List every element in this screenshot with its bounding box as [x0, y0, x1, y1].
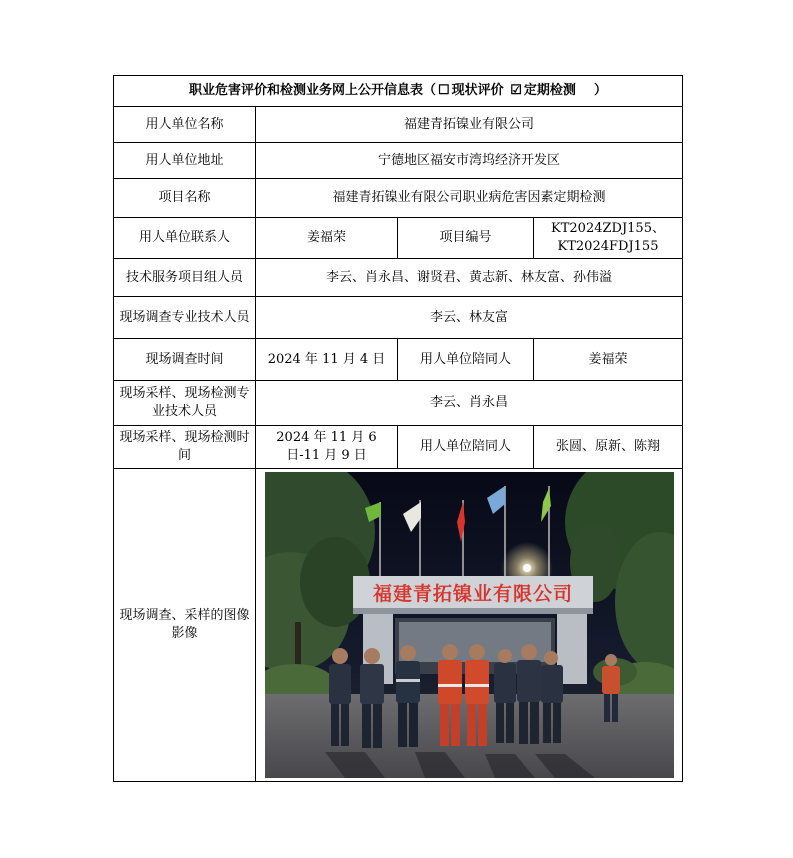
sampling-staff: 李云、肖永昌 — [256, 381, 683, 426]
sampling-staff-label: 现场采样、现场检测专业技术人员 — [114, 381, 256, 426]
employer-name: 福建青拓镍业有限公司 — [256, 107, 683, 143]
employer-address: 宁德地区福安市湾坞经济开发区 — [256, 143, 683, 179]
sampling-time-label: 现场采样、现场检测时间 — [114, 426, 256, 469]
info-table — [113, 75, 683, 782]
option-status-evaluation: 现状评价 — [451, 83, 504, 98]
sampling-time: 2024 年 11 月 6 日-11 月 9 日 — [256, 426, 398, 469]
employer-address-label: 用人单位地址 — [114, 143, 256, 179]
project-no-value: KT2024ZDJ155、KT2024FDJ155 — [534, 218, 683, 259]
checkbox-checked-icon: ☑ — [510, 83, 522, 98]
contact-label: 用人单位联系人 — [114, 218, 256, 259]
project-name: 福建青拓镍业有限公司职业病危害因素定期检测 — [256, 179, 683, 218]
sampling-escort-label: 用人单位陪同人 — [398, 426, 534, 469]
survey-escort: 姜福荣 — [534, 339, 683, 381]
survey-staff: 李云、林友富 — [256, 297, 683, 339]
employer-name-label: 用人单位名称 — [114, 107, 256, 143]
survey-time-label: 现场调查时间 — [114, 339, 256, 381]
gate-sign-text: 福建青拓镍业有限公司 — [372, 583, 573, 605]
survey-staff-label: 现场调查专业技术人员 — [114, 297, 256, 339]
site-photo — [265, 472, 674, 778]
site-photo-cell — [256, 469, 683, 782]
sampling-escort: 张圆、原新、陈翔 — [534, 426, 683, 469]
title-close: ） — [594, 83, 608, 98]
title-text: 职业危害评价和检测业务网上公开信息表（ — [189, 83, 437, 98]
checkbox-unchecked-icon: ☐ — [438, 83, 450, 98]
contact-value: 姜福荣 — [256, 218, 398, 259]
table-title — [114, 76, 683, 107]
lamp — [523, 564, 531, 572]
survey-time: 2024 年 11 月 4 日 — [256, 339, 398, 381]
project-no-label: 项目编号 — [398, 218, 534, 259]
survey-escort-label: 用人单位陪同人 — [398, 339, 534, 381]
team-members: 李云、肖永昌、谢贤君、黄志新、林友富、孙伟溢 — [256, 259, 683, 297]
project-name-label: 项目名称 — [114, 179, 256, 218]
team-label: 技术服务项目组人员 — [114, 259, 256, 297]
option-periodic-testing: 定期检测 — [523, 83, 576, 98]
image-label: 现场调查、采样的图像影像 — [114, 469, 256, 782]
